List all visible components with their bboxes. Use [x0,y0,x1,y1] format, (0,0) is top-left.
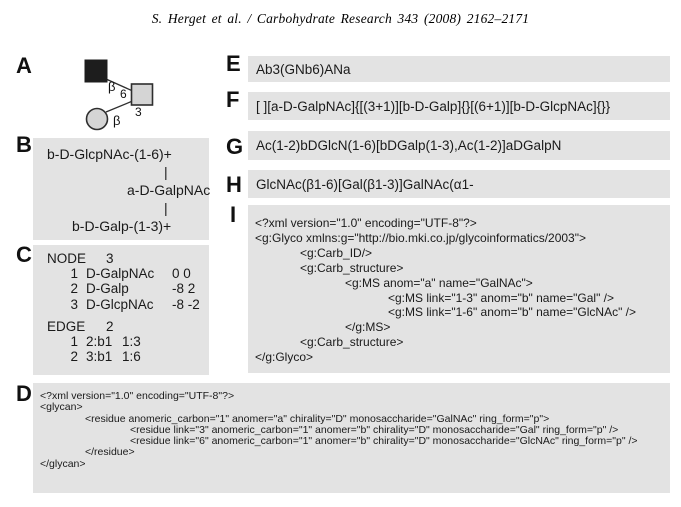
edge-row: 1 2:b1 1:3 [70,334,141,350]
xml-line: </g:MS> [345,320,391,335]
linearcode-text: Ab3(GNb6)ANa [256,61,351,77]
panel-e-linearcode-box [248,56,670,82]
panel-h-iupac-box [248,170,670,198]
node-row: 1 D-GalpNAc 0 0 [70,266,191,282]
xml-line: <g:MS link="1-3" anom="b" name="Gal" /> [388,290,615,305]
xml-line: <g:Carb_ID/> [300,245,373,260]
galnac-gray-square-node [132,84,153,105]
xml-line: <g:MS anom="a" name="GalNAc"> [345,275,533,290]
glyde-text: Ac(1-2)bDGlcN(1-6)[bDGalp(1-3),Ac(1-2)]aDGalpN [256,138,562,153]
xml-line: <?xml version="1.0" encoding="UTF-8"?> [255,216,477,230]
panel-label-d: D [16,381,32,406]
xml-line: </glycan> [40,457,86,470]
xml-line: <glycan> [40,401,83,414]
edge-header-row [33,319,209,334]
anomer-label-upper: β [108,79,116,94]
panel-label-i: I [230,202,237,227]
panel-label-a: A [16,53,32,78]
node-row: 2 D-Galp -8 2 [70,281,196,297]
panel-b-linucs-box [33,138,209,240]
glycan-structure-diagram [60,50,190,140]
iupac-text: GlcNAc(β1-6)[Gal(β1-3)]GalNAc(α1- [256,176,474,192]
xml-line: <g:Carb_structure> [300,260,404,275]
gal-gray-circle-node [87,109,108,130]
bcsdb-text: [ ][a-D-GalpNAc]{[(3+1)][b-D-Galp]{}[(6+1)][b-D-GlcpNAc]{}} [256,98,611,114]
edge-keyword: EDGE [47,318,86,334]
edge-line-lower [106,100,135,112]
xml-line: <g:Glyco xmlns:g="http://bio.mki.co.jp/glycoinformatics/2003"> [255,230,587,245]
xml-line: <g:MS link="1-6" anom="b" name="GlcNAc" /> [388,305,637,320]
xml-line: <residue link="6" anomeric_carbon="1" anomer="b" chirality="D" monosaccharide="GlcNAc" ring_form="p" /> [130,435,638,448]
xml-line: <residue link="3" anomeric_carbon="1" anomer="b" chirality="D" monosaccharide="Gal" ring_form="p" /> [130,423,619,436]
panel-label-h: H [226,172,242,197]
panel-label-b: B [16,132,32,157]
structure-line: b-D-GlcpNAc-(1-6)+ [47,146,172,162]
edge-count: 2 [106,318,114,334]
xml-line: <?xml version="1.0" encoding="UTF-8"?> [40,390,235,402]
branch-connector: | [164,164,168,180]
anomer-label-lower: β [113,113,121,128]
structure-line: b-D-Galp-(1-3)+ [72,218,172,234]
linkage-label-3: 3 [135,105,142,119]
node-keyword: NODE [47,251,87,266]
panel-i-glyco-xml-box [248,205,670,373]
node-header-row [33,251,209,266]
xml-line: </residue> [85,446,135,459]
glcnac-black-square-node [85,60,107,82]
linkage-label-6: 6 [120,87,127,101]
panel-label-g: G [226,134,244,159]
edge-row: 2 3:b1 1:6 [70,349,141,365]
panel-label-f: F [226,87,240,112]
panel-d-glycoct-xml-box [33,383,670,493]
panel-g-glyde-box [248,131,670,160]
journal-citation: S. Herget et al. / Carbohydrate Research 343 (2008) 2162–2171 [151,11,530,26]
xml-line: <residue anomeric_carbon="1" anomer="a" chirality="D" monosaccharide="GalNAc" ring_form="p"> [85,412,550,425]
panel-c-node-edge-box [33,245,209,375]
panel-label-e: E [226,51,241,76]
panel-f-bcsdb-box [248,92,670,120]
node-row: 3 D-GlcpNAc -8 -2 [70,296,200,312]
structure-line: a-D-GalpNAc [127,182,211,198]
node-count: 3 [106,251,114,266]
panel-label-c: C [16,242,32,267]
xml-line: <g:Carb_structure> [300,335,404,350]
xml-line: </g:Glyco> [255,350,314,365]
branch-connector: | [164,200,168,216]
